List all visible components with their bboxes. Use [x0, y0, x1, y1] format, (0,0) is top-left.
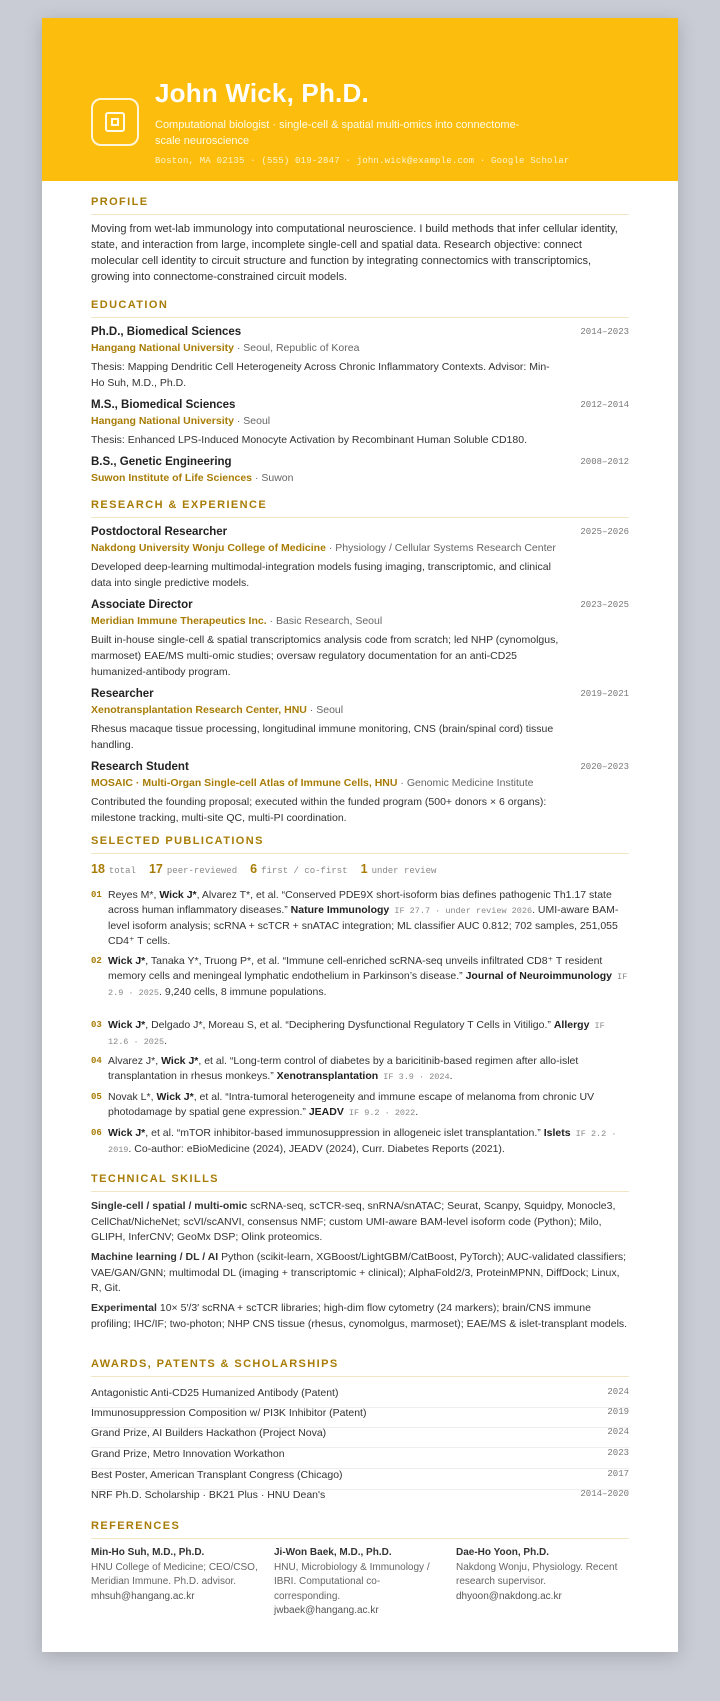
exp-desc: Built in-house single-cell & spatial transcriptomics analysis code from scratch; led NHP (cynomolgus, marmoset) EAE/MS multi-omic studies; oversaw regulatory documentation for an anti-CD25 humanized-antibody program. [91, 634, 559, 678]
pub-text [108, 1090, 629, 1121]
exp-org: MOSAIC · Multi-Organ Single-cell Atlas of Immune Cells, HNU [91, 777, 398, 789]
award-label: Antagonistic Anti-CD25 Humanized Antibody (Patent) [91, 1387, 339, 1399]
text-fragment: Wick J* [108, 1127, 146, 1139]
award-row [91, 1448, 629, 1469]
section-title-education: EDUCATION [91, 299, 629, 318]
section-title-references: REFERENCES [91, 1520, 629, 1539]
edu-org-line [91, 342, 359, 354]
stat-total-label: total [108, 866, 136, 876]
text-fragment: . Co-author: eBioMedicine (2024), JEADV (2024), Curr. Diabetes Reports (2021). [128, 1143, 505, 1155]
text-fragment: . [415, 1106, 419, 1118]
section-title-awards: AWARDS, PATENTS & SCHOLARSHIPS [91, 1358, 629, 1377]
edu-org-line [91, 472, 293, 484]
publication-stats [91, 862, 446, 876]
award-year: 2019 [607, 1407, 629, 1417]
pub-text [108, 1054, 629, 1085]
text-fragment: , et al. [145, 1127, 177, 1139]
exp-desc: Rhesus macaque tissue processing, longitudinal immune monitoring, CNS (brain/spinal cord) tissue handling. [91, 723, 554, 751]
edu-thesis: Thesis: Enhanced LPS-Induced Monocyte Activation by Recombinant Human Soluble CD180. [91, 434, 527, 446]
exp-org-line [91, 704, 343, 716]
award-row [91, 1407, 629, 1428]
text-fragment: “Deciphering Dysfunctional Regulatory T Cells in Vitiligo.” [285, 1019, 554, 1031]
section-title-publications: SELECTED PUBLICATIONS [91, 835, 629, 854]
edu-dates: 2012–2014 [580, 400, 629, 410]
exp-org-line [91, 777, 533, 789]
skill-group [91, 1250, 629, 1297]
text-fragment: . [164, 1035, 168, 1047]
ref-name: Min-Ho Suh, M.D., Ph.D. [91, 1547, 205, 1558]
text-fragment: , Delgado J*, Moreau S, et al. [145, 1019, 286, 1031]
text-fragment: “Conserved PDE9X short-isoform bias defines pathogenic Th1.17 state across human inflammatory diseases.” [108, 889, 612, 916]
text-fragment: Alvarez J*, [108, 1055, 162, 1067]
stat-first-count: 6 [250, 862, 258, 876]
logo-icon [91, 98, 139, 146]
section-title-profile: PROFILE [91, 196, 629, 215]
exp-role: Postdoctoral Researcher [91, 526, 228, 538]
pub-meta: IF 27.7 · under review 2026 [389, 906, 533, 916]
pub-number: 06 [91, 1128, 102, 1138]
skill-head: Experimental [91, 1302, 157, 1314]
skill-head: Machine learning / DL / AI [91, 1251, 219, 1263]
section-title-experience: RESEARCH & EXPERIENCE [91, 499, 629, 518]
award-year: 2024 [607, 1387, 629, 1397]
text-fragment: Novak L*, [108, 1091, 157, 1103]
pub-number: 02 [91, 956, 102, 966]
pub-journal: Nature Immunology [290, 904, 390, 916]
text-fragment: . 9,240 cells, 8 immune populations. [159, 986, 327, 998]
text-fragment: Wick J* [156, 1091, 194, 1103]
edu-thesis: Thesis: Mapping Dendritic Cell Heterogeneity Across Chronic Inflammatory Contexts. Advisor: Min-Ho Suh, M.D., Ph.D. [91, 361, 550, 389]
text-fragment: . [449, 1070, 453, 1082]
pub-journal: Xenotransplantation [276, 1070, 379, 1082]
ref-name: Dae-Ho Yoon, Ph.D. [456, 1547, 549, 1558]
text-fragment: Wick J* [159, 889, 197, 901]
pub-journal: Islets [543, 1127, 571, 1139]
award-label: Immunosuppression Composition w/ PI3K Inhibitor (Patent) [91, 1407, 367, 1419]
award-row [91, 1469, 629, 1490]
award-row [91, 1427, 629, 1448]
exp-desc: Contributed the founding proposal; executed within the funded program (500+ donors × 6 organs): milestone tracking, multi-site QC, multi-PI coordination. [91, 796, 547, 824]
award-row [91, 1489, 629, 1509]
pub-meta: IF 9.2 · 2022 [343, 1108, 416, 1118]
pub-meta: IF 2.9 · 2025 [108, 972, 628, 998]
pub-text [108, 1126, 629, 1158]
reference-card [91, 1546, 261, 1604]
edu-dates: 2014–2023 [580, 327, 629, 337]
edu-degree: B.S., Genetic Engineering [91, 456, 232, 468]
text-fragment: . UMI-aware BAM-level isoform analysis; scRNA + scTCR + snATAC integration; ML classifier AUC 0.812; 702 samples, 251,055 CD4⁺ T cells. [108, 904, 619, 947]
exp-role: Associate Director [91, 599, 193, 611]
exp-org-line [91, 542, 556, 554]
edu-org: Hangang National University [91, 342, 234, 354]
exp-org-line [91, 615, 382, 627]
skill-text: 10× 5′/3′ scRNA + scTCR libraries; high-dim flow cytometry (24 markers); brain/CNS immune profiling; IHC/IF; two-photon; NHP CNS tissue (rhesus, cynomolgus, marmoset); EAE/MS & islet-transplant models. [91, 1302, 628, 1330]
ref-desc: HNU, Microbiology & Immunology / IBRI. Computational co-corresponding. [274, 1561, 430, 1602]
pub-meta: IF 12.6 · 2025 [108, 1021, 605, 1047]
pub-text [108, 888, 629, 949]
skill-group [91, 1199, 629, 1246]
skill-head: Single-cell / spatial / multi-omic [91, 1200, 248, 1212]
award-label: Grand Prize, Metro Innovation Workathon [91, 1448, 285, 1460]
reference-card [456, 1546, 626, 1604]
award-label: Grand Prize, AI Builders Hackathon (Project Nova) [91, 1427, 327, 1439]
text-fragment: , Tanaka Y*, Truong P*, et al. [145, 955, 283, 967]
pub-journal: Allergy [553, 1019, 590, 1031]
edu-location: · Suwon [252, 472, 294, 484]
ref-email[interactable]: jwbaek@hangang.ac.kr [274, 1605, 379, 1616]
edu-location: · Seoul, Republic of Korea [233, 342, 360, 354]
edu-org: Hangang National University [91, 415, 234, 427]
award-year: 2024 [607, 1427, 629, 1437]
reference-card [274, 1546, 444, 1619]
stat-review-count: 1 [360, 862, 368, 876]
resume-page [42, 18, 678, 1652]
ref-email[interactable]: mhsuh@hangang.ac.kr [91, 1590, 195, 1602]
pub-number: 03 [91, 1020, 102, 1030]
stat-first-label: first / co-first [261, 866, 348, 876]
skill-text: Python (scikit-learn, XGBoost/LightGBM/CatBoost, PyTorch); AUC-validated classifiers; VAE/GAN/GNN; multimodal DL (imaging + transcriptomic + clinical); AlphaFold2/3, ProteinMPNN, DiffDock; Linux, R, Git. [91, 1251, 627, 1294]
exp-org: Nakdong University Wonju College of Medicine [91, 542, 326, 554]
exp-location: · Physiology / Cellular Systems Research Center [325, 542, 556, 554]
text-fragment: “mTOR inhibitor-based immunosuppression in allogeneic islet transplantation.” [176, 1127, 544, 1139]
exp-org: Xenotransplantation Research Center, HNU [91, 704, 307, 716]
award-label: NRF Ph.D. Scholarship · BK21 Plus · HNU Dean's [91, 1489, 326, 1501]
pub-meta: IF 2.2 · 2019 [108, 1129, 617, 1155]
section-title-skills: TECHNICAL SKILLS [91, 1173, 629, 1192]
exp-dates: 2020–2023 [580, 762, 629, 772]
tagline: Computational biologist · single-cell & spatial multi-omics into connectome-scale neuroscience [155, 119, 520, 147]
award-row [91, 1387, 629, 1408]
exp-dates: 2023–2025 [580, 600, 629, 610]
text-fragment: “Immune cell-enriched scRNA-seq unveils infiltrated CD8⁺ T resident memory cells and meningeal lymphatic endothelium in Parkinson’s disease.” [108, 955, 603, 982]
stat-total-count: 18 [91, 862, 105, 876]
award-label: Best Poster, American Transplant Congress (Chicago) [91, 1469, 343, 1481]
exp-role: Researcher [91, 688, 154, 700]
award-year: 2017 [607, 1469, 629, 1479]
pub-number: 05 [91, 1092, 102, 1102]
text-fragment: Reyes M*, [108, 889, 160, 901]
stat-review-label: under review [371, 866, 437, 876]
ref-email[interactable]: dhyoon@nakdong.ac.kr [456, 1590, 562, 1602]
skill-group [91, 1301, 629, 1332]
ref-desc: Nakdong Wonju, Physiology. Recent research supervisor. [456, 1561, 618, 1587]
exp-location: · Seoul [306, 704, 344, 716]
exp-location: · Basic Research, Seoul [266, 615, 383, 627]
exp-dates: 2019–2021 [580, 689, 629, 699]
ref-desc: HNU College of Medicine; CEO/CSO, Meridian Immune. Ph.D. advisor. [91, 1561, 258, 1587]
pub-number: 04 [91, 1056, 102, 1066]
text-fragment: , Alvarez T*, et al. [196, 889, 282, 901]
text-fragment: “Long-term control of diabetes by a baricitinib-based regimen after allo-islet transplantation in rhesus monkeys.” [108, 1055, 579, 1082]
pub-text [108, 954, 629, 1001]
award-year: 2014–2020 [580, 1489, 629, 1499]
edu-location: · Seoul [233, 415, 271, 427]
candidate-name: John Wick, Ph.D. [155, 78, 369, 108]
award-year: 2023 [607, 1448, 629, 1458]
header-banner [42, 18, 678, 181]
ref-name: Ji-Won Baek, M.D., Ph.D. [274, 1547, 392, 1558]
pub-text [108, 1018, 629, 1050]
contact-line[interactable]: Boston, MA 02135 · (555) 019-2847 · john.wick@example.com · Google Scholar [155, 156, 570, 166]
text-fragment: “Intra-tumoral heterogeneity and immune escape of melanoma from chronic UV photodamage by spatial gene expression.” [108, 1091, 595, 1118]
text-fragment: Wick J* [108, 1019, 146, 1031]
text-fragment: , et al. [193, 1091, 226, 1103]
pub-journal: JEADV [308, 1106, 344, 1118]
edu-org: Suwon Institute of Life Sciences [91, 472, 253, 484]
text-fragment: , et al. [198, 1055, 230, 1067]
stat-peer-label: peer-reviewed [166, 866, 238, 876]
edu-degree: M.S., Biomedical Sciences [91, 399, 236, 411]
exp-dates: 2025–2026 [580, 527, 629, 537]
edu-degree: Ph.D., Biomedical Sciences [91, 326, 242, 338]
pub-meta: IF 3.9 · 2024 [378, 1072, 450, 1082]
profile-text: Moving from wet-lab immunology into computational neuroscience. I build methods that infer cellular identity, state, and interaction from large, incomplete single-cell and spatial data. Research objective: connect molecular cell identity to circuit structure and function by integrating connectomics with transcriptomics, growing into connectome-constrained circuit models. [91, 223, 618, 283]
text-fragment: Wick J* [161, 1055, 199, 1067]
exp-desc: Developed deep-learning multimodal-integration models fusing imaging, transcriptomic, and clinical data into single predictive models. [91, 561, 551, 589]
pub-journal: Journal of Neuroimmunology [465, 970, 612, 982]
exp-role: Research Student [91, 761, 189, 773]
stat-peer-count: 17 [148, 862, 163, 876]
text-fragment: Wick J* [108, 955, 146, 967]
edu-dates: 2008–2012 [580, 457, 629, 467]
pub-number: 01 [91, 890, 102, 900]
skill-text: scRNA-seq, scTCR-seq, snRNA/snATAC; Seurat, Scanpy, Squidpy, Monocle3, CellChat/NicheNet; scVI/scANVI, consensus NMF; custom UMI-aware BAM-level isoform code (Python); Milo, GLIPH, InferCNV; GeoMx DSP; Olink proteomics. [91, 1200, 616, 1243]
edu-org-line [91, 415, 270, 427]
exp-org: Meridian Immune Therapeutics Inc. [91, 615, 267, 627]
exp-location: · Genomic Medicine Institute [397, 777, 534, 789]
